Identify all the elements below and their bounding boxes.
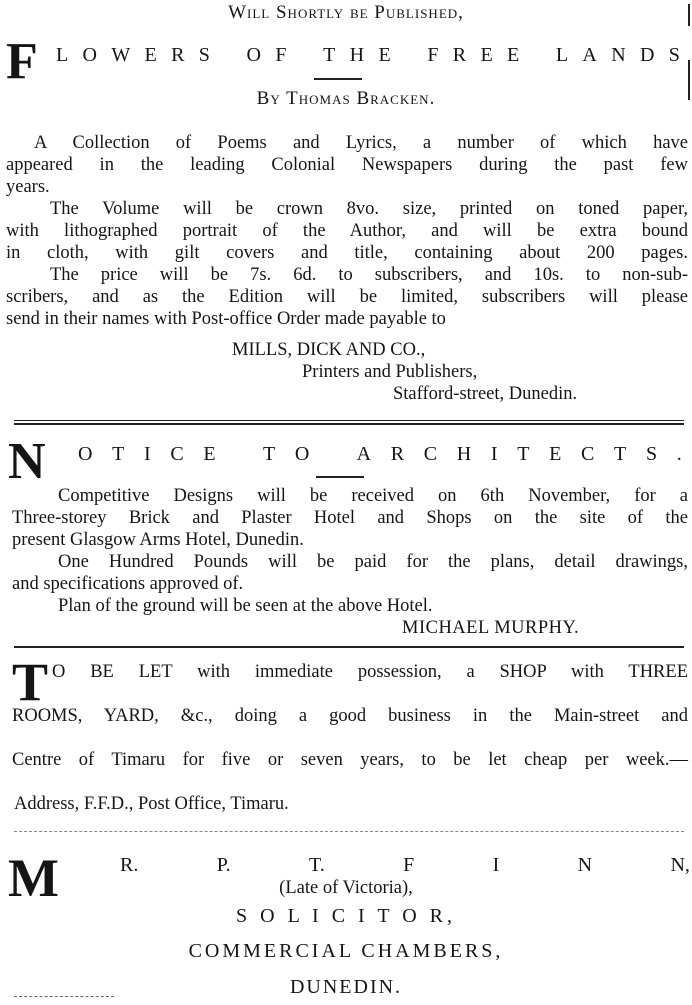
ad2-signature: MICHAEL MURPHY. bbox=[402, 618, 580, 638]
ad1-title-letter: N bbox=[611, 44, 626, 66]
ad1-title-rule bbox=[314, 78, 362, 80]
ad1-title-letter: S bbox=[668, 44, 680, 66]
ad4-chambers: COMMERCIAL CHAMBERS, bbox=[188, 940, 504, 962]
ad2-line5: and specifications approved of. bbox=[12, 574, 244, 594]
ad1-title-letter bbox=[534, 44, 542, 67]
ad1-title-letter: E bbox=[378, 44, 391, 66]
ad1-para2-line1: The Volume will be crown 8vo. size, printed on toned paper, bbox=[50, 199, 688, 219]
ad2-title bbox=[78, 443, 682, 466]
ad2-title-letter: C bbox=[581, 443, 595, 465]
ad1-title-letter: H bbox=[349, 44, 365, 66]
ad2-title-letter: T bbox=[614, 443, 627, 465]
ad1-title-letter: O bbox=[82, 44, 97, 66]
divider bbox=[14, 646, 684, 648]
ad2-line4: One Hundred Pounds will be paid for the plans, detail drawings, bbox=[58, 552, 688, 572]
ad1-title-letter bbox=[224, 44, 232, 67]
ad4-name-letter: F bbox=[403, 854, 415, 876]
ad1-title-letter: A bbox=[582, 44, 597, 66]
ad1-title-letter: R bbox=[171, 44, 185, 66]
ad2-line2: Three-storey Brick and Plaster Hotel and Shops on the site of the bbox=[12, 508, 688, 528]
ad3-line4: Address, F.F.D., Post Office, Timaru. bbox=[14, 794, 289, 814]
ad2-title-rule bbox=[316, 476, 364, 478]
ad2-title-letter: . bbox=[676, 443, 682, 465]
ad2-title-letter: O bbox=[294, 443, 310, 465]
ad1-title bbox=[56, 44, 680, 67]
divider bbox=[14, 423, 684, 425]
ad2-title-letter bbox=[235, 443, 243, 466]
ad1-para3-line3: send in their names with Post-office Order made payable to bbox=[6, 309, 446, 329]
ad3-line2: ROOMS, YARD, &c., doing a good business in the Main-street and bbox=[12, 706, 688, 726]
ad1-title-letter: E bbox=[506, 44, 520, 66]
ad2-title-initial: N bbox=[8, 433, 46, 490]
ad1-para3-line1: The price will be 7s. 6d. to subscribers, and 10s. to non-sub- bbox=[50, 265, 688, 285]
ad3-line1: O BE LET with immediate possession, a SHOP with THREE bbox=[52, 662, 688, 682]
ad2-line1-text: Competitive Designs will be received on 6th November, for a bbox=[58, 486, 688, 506]
ad2-line1 bbox=[58, 486, 688, 507]
ad1-para1-line3: years. bbox=[6, 177, 50, 197]
ad1-title-letter: S bbox=[198, 44, 210, 66]
ad2-title-letter: R bbox=[390, 443, 405, 465]
ad2-line3: present Glasgow Arms Hotel, Dunedin. bbox=[12, 530, 304, 550]
ad1-title-letter: E bbox=[144, 44, 157, 66]
ad2-title-letter: I bbox=[144, 443, 151, 465]
divider bbox=[14, 420, 684, 421]
ad2-title-letter: S bbox=[645, 443, 658, 465]
ad1-title-initial: F bbox=[6, 33, 38, 90]
ad2-title-letter bbox=[329, 443, 337, 466]
ad2-title-letter: T bbox=[262, 443, 276, 465]
ad2-title-letter: T bbox=[112, 443, 125, 465]
ad4-name-letter: R. bbox=[120, 854, 139, 876]
ad1-title-letter: W bbox=[111, 44, 131, 66]
ad1-para2-line2: with lithographed portrait of the Author, and will be extra bound bbox=[6, 221, 688, 241]
ad4-late: (Late of Victoria), bbox=[279, 878, 413, 898]
ad1-author: By Thomas Bracken. bbox=[256, 88, 436, 109]
torn-edge-mark bbox=[14, 996, 114, 998]
ad1-para1-line1: A Collection of Poems and Lyrics, a number of which have bbox=[34, 133, 688, 153]
ad2-title-letter: H bbox=[456, 443, 472, 465]
ad2-line6: Plan of the ground will be seen at the above Hotel. bbox=[58, 596, 433, 616]
ad1-title-letter: T bbox=[323, 44, 336, 66]
ad4-solicitor: S O L I C I T O R, bbox=[236, 905, 456, 927]
ad2-title-letter: T bbox=[517, 443, 530, 465]
ad4-name bbox=[120, 854, 690, 877]
ad4-name-letter: T. bbox=[309, 854, 325, 876]
ad1-signature-address: Stafford-street, Dunedin. bbox=[393, 384, 578, 404]
ad4-initial: M bbox=[8, 848, 59, 908]
ad1-signature-role: Printers and Publishers, bbox=[302, 362, 478, 382]
ad3-initial: T bbox=[12, 652, 49, 712]
ad1-para2-line3: in cloth, with gilt covers and title, containing about 200 pages. bbox=[6, 243, 688, 263]
ad2-title-letter: E bbox=[549, 443, 562, 465]
ad1-para1-line2: appeared in the leading Colonial Newspapers during the past few bbox=[6, 155, 688, 175]
ad1-signature-name: MILLS, DICK AND CO., bbox=[232, 340, 426, 360]
ad1-title-letter: R bbox=[452, 44, 467, 66]
ad1-para3-line2: scribers, and as the Edition will be limited, subscribers will please bbox=[6, 287, 688, 307]
ad4-name-letter: N, bbox=[670, 854, 690, 876]
ad1-title-letter: O bbox=[246, 44, 261, 66]
ad4-name-letter: N bbox=[577, 854, 593, 876]
ad2-title-letter: C bbox=[170, 443, 184, 465]
divider bbox=[14, 831, 684, 833]
ad1-title-letter bbox=[405, 44, 413, 67]
ad2-title-letter: A bbox=[356, 443, 372, 465]
ad4-city: DUNEDIN. bbox=[289, 976, 403, 998]
ad2-title-letter: I bbox=[490, 443, 498, 465]
ad1-title-letter: D bbox=[639, 44, 655, 66]
ad1-header: Will Shortly be Published, bbox=[228, 2, 464, 23]
ad4-name-letter: P. bbox=[216, 854, 231, 876]
ad1-title-letter bbox=[301, 44, 309, 67]
ad1-title-letter: L bbox=[56, 44, 69, 66]
ad1-title-letter: L bbox=[555, 44, 569, 66]
ad1-title-letter: F bbox=[427, 44, 439, 66]
ad2-title-letter: E bbox=[203, 443, 216, 465]
ad1-title-letter: F bbox=[275, 44, 287, 66]
ad4-name-letter: I bbox=[492, 854, 500, 876]
ad1-title-letter: E bbox=[480, 44, 493, 66]
ad3-line3: Centre of Timaru for five or seven years, to be let cheap per week.— bbox=[12, 750, 688, 770]
ad2-title-letter: C bbox=[423, 443, 438, 465]
ad2-title-letter: O bbox=[78, 443, 93, 465]
